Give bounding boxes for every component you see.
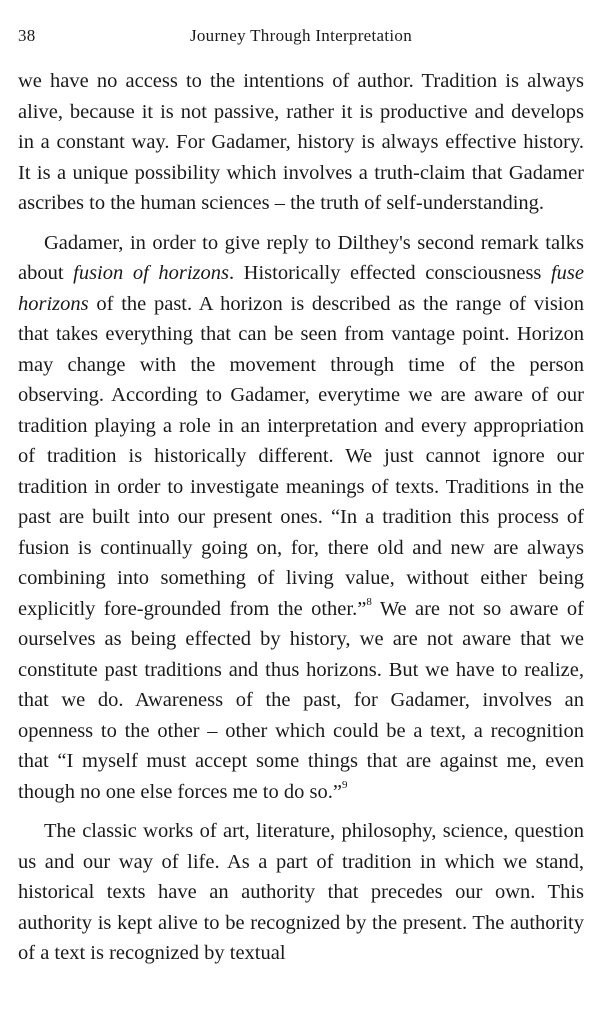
running-title: Journey Through Interpretation [189,26,413,45]
paragraph-3: The classic works of art, literature, philosophy, science, question us and our way of life. As a part of tradition in which we stand, historical texts have an authority that precedes our own. This authority is kept alive to be recognized by the present. The authority of a text is recognized by textual [18,820,584,964]
paragraph-1: we have no access to the intentions of author. Tradition is always alive, because it is not passive, rather it is productive and develops in a constant way. For Gadamer, history is always effective history. It is a unique possibility which involves a truth-claim that Gadamer ascribes to the human sciences – the truth of self-understanding. [18,70,584,214]
book-page [18,0,584,1017]
footnote-ref-8: 8 [366,595,372,608]
footnote-ref-9: 9 [341,778,348,791]
running-head [18,26,584,50]
emphasis-fusion-of-horizons: fusion of horizons [73,262,229,284]
paragraph-2 [18,228,584,808]
paragraph-2-text-4: We are not so aware of ourselves as being effected by history, we are not aware that we constitute past traditions and thus horizons. But we have to realize, that we do. Awareness of the past, for Gadamer, involves an openness to the other – other which could be a text, a recognition that “I myself must accept some things that are against me, even though no one else forces me to do so.” [18,597,584,803]
paragraph-2-text-3: of the past. A horizon is described as the range of vision that takes everything that can be seen from vantage point. Horizon may change with the movement through time of the person observing. According to Gadamer, everytime we are aware of our tradition playing a role in an interpretation and every appropriation of tradition is historically different. We just cannot ignore our tradition in order to investigate meanings of texts. Traditions in the past are built into our present ones. “In a tradition this process of fusion is continually going on, for, there old and new are always combining into something of living value, without either being explicitly fore-grounded from the other.” [18,292,584,620]
paragraph-2-text-2: . Historically effected consciousness [228,262,551,284]
page-number: 38 [18,26,36,45]
emphasis-fuse-horizons: fuse horizons [18,262,585,315]
body-text [18,66,584,969]
paragraph-2-text-1: Gadamer, in order to give reply to Dilthey's second remark talks about [18,231,584,284]
